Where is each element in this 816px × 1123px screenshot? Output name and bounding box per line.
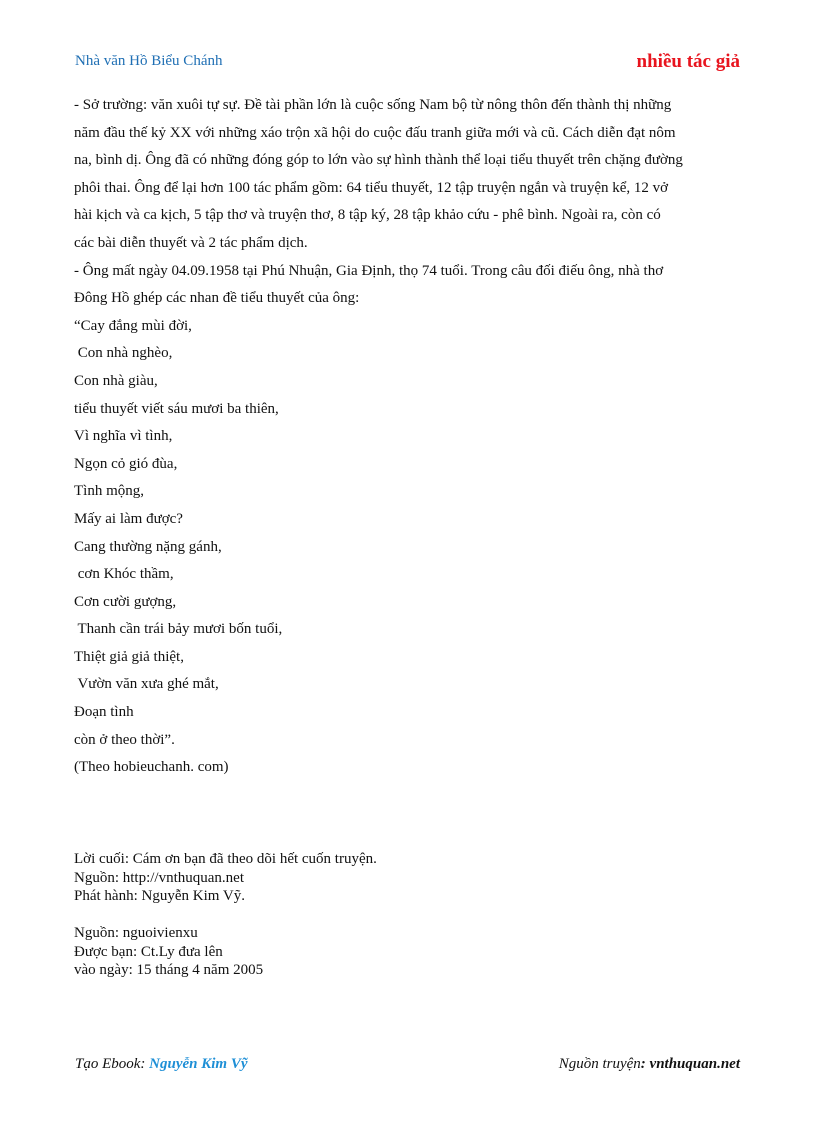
footer-separator: : — [640, 1056, 650, 1072]
poem-line: Đoạn tình — [74, 704, 134, 721]
publisher-line: Phát hành: Nguyễn Kim Vỹ. — [74, 888, 245, 904]
uploader-line: Được bạn: Ct.Ly đưa lên — [74, 943, 223, 960]
footer-label: Tạo Ebook — [75, 1056, 141, 1072]
poem-line: tiểu thuyết viết sáu mươi ba thiên, — [74, 400, 279, 417]
poem-line: Con nhà giàu, — [74, 372, 158, 389]
footer-creator-name: Nguyễn Kim Vỹ — [149, 1056, 248, 1072]
poem-line: Tình mộng, — [74, 483, 144, 500]
closing-line: Lời cuối: Cám ơn bạn đã theo dõi hết cuốn truyện. — [74, 851, 377, 867]
poem-line: Mấy ai làm được? — [74, 510, 183, 527]
body-line: - Ông mất ngày 04.09.1958 tại Phú Nhuận, Gia Định, thọ 74 tuổi. Trong câu đối điếu ông, nhà thơ — [74, 262, 664, 279]
poem-line: Con nhà nghèo, — [74, 345, 173, 362]
body-line: Đông Hồ ghép các nhan đề tiểu thuyết của ông: — [74, 290, 360, 307]
date-line: vào ngày: 15 tháng 4 năm 2005 — [74, 962, 264, 978]
closing-notes — [74, 850, 746, 980]
source-line: Nguồn: nguoivienxu — [74, 925, 198, 941]
footer-separator: : — [140, 1056, 150, 1072]
citation: (Theo hobieuchanh. com) — [74, 759, 229, 776]
header-author: nhiều tác giả — [636, 51, 740, 72]
body-line: hài kịch và ca kịch, 5 tập thơ và truyện thơ, 8 tập ký, 28 tập khảo cứu - phê bình. Ngoài ra, còn có — [74, 207, 661, 224]
poem-line: Cơn cười gượng, — [74, 593, 177, 610]
body-line: na, bình dị. Ông đã có những đóng góp to lớn vào sự hình thành thể loại tiểu thuyết trên chặng đường — [74, 152, 683, 169]
body-text — [74, 92, 746, 782]
footer-ebook-credit — [75, 1056, 248, 1073]
footer-label: Nguồn truyện — [558, 1056, 641, 1072]
poem-line: cơn Khóc thầm, — [74, 566, 174, 583]
poem-line: Vườn văn xưa ghé mắt, — [74, 676, 219, 693]
poem-line: còn ở theo thời”. — [74, 731, 175, 748]
poem-line: Vì nghĩa vì tình, — [74, 428, 173, 445]
footer-source-site: vnthuquan.net — [649, 1056, 740, 1072]
poem-line: Thanh cần trái bảy mươi bốn tuổi, — [74, 621, 283, 638]
poem-line: “Cay đắng mùi đời, — [74, 317, 192, 334]
body-line: - Sở trường: văn xuôi tự sự. Đề tài phần lớn là cuộc sống Nam bộ từ nông thôn đến thành thị những — [74, 97, 672, 113]
body-line: phôi thai. Ông để lại hơn 100 tác phẩm gồm: 64 tiểu thuyết, 12 tập truyện ngắn và truyện kể, 12 vở — [74, 179, 669, 196]
poem-line: Ngọn cỏ gió đùa, — [74, 455, 178, 472]
header-book-title: Nhà văn Hồ Biểu Chánh — [75, 53, 223, 69]
source-line: Nguồn: http://vnthuquan.net — [74, 869, 244, 886]
poem-line: Thiệt giả giả thiệt, — [74, 648, 184, 665]
body-line: các bài diễn thuyết và 2 tác phẩm dịch. — [74, 234, 308, 251]
spacer — [74, 906, 746, 925]
body-line: năm đầu thế kỷ XX với những xáo trộn xã hội do cuộc đấu tranh giữa mới và cũ. Cách diễn đạt nôm — [74, 124, 676, 141]
footer-source-credit — [559, 1056, 740, 1073]
poem-line: Cang thường nặng gánh, — [74, 538, 222, 555]
